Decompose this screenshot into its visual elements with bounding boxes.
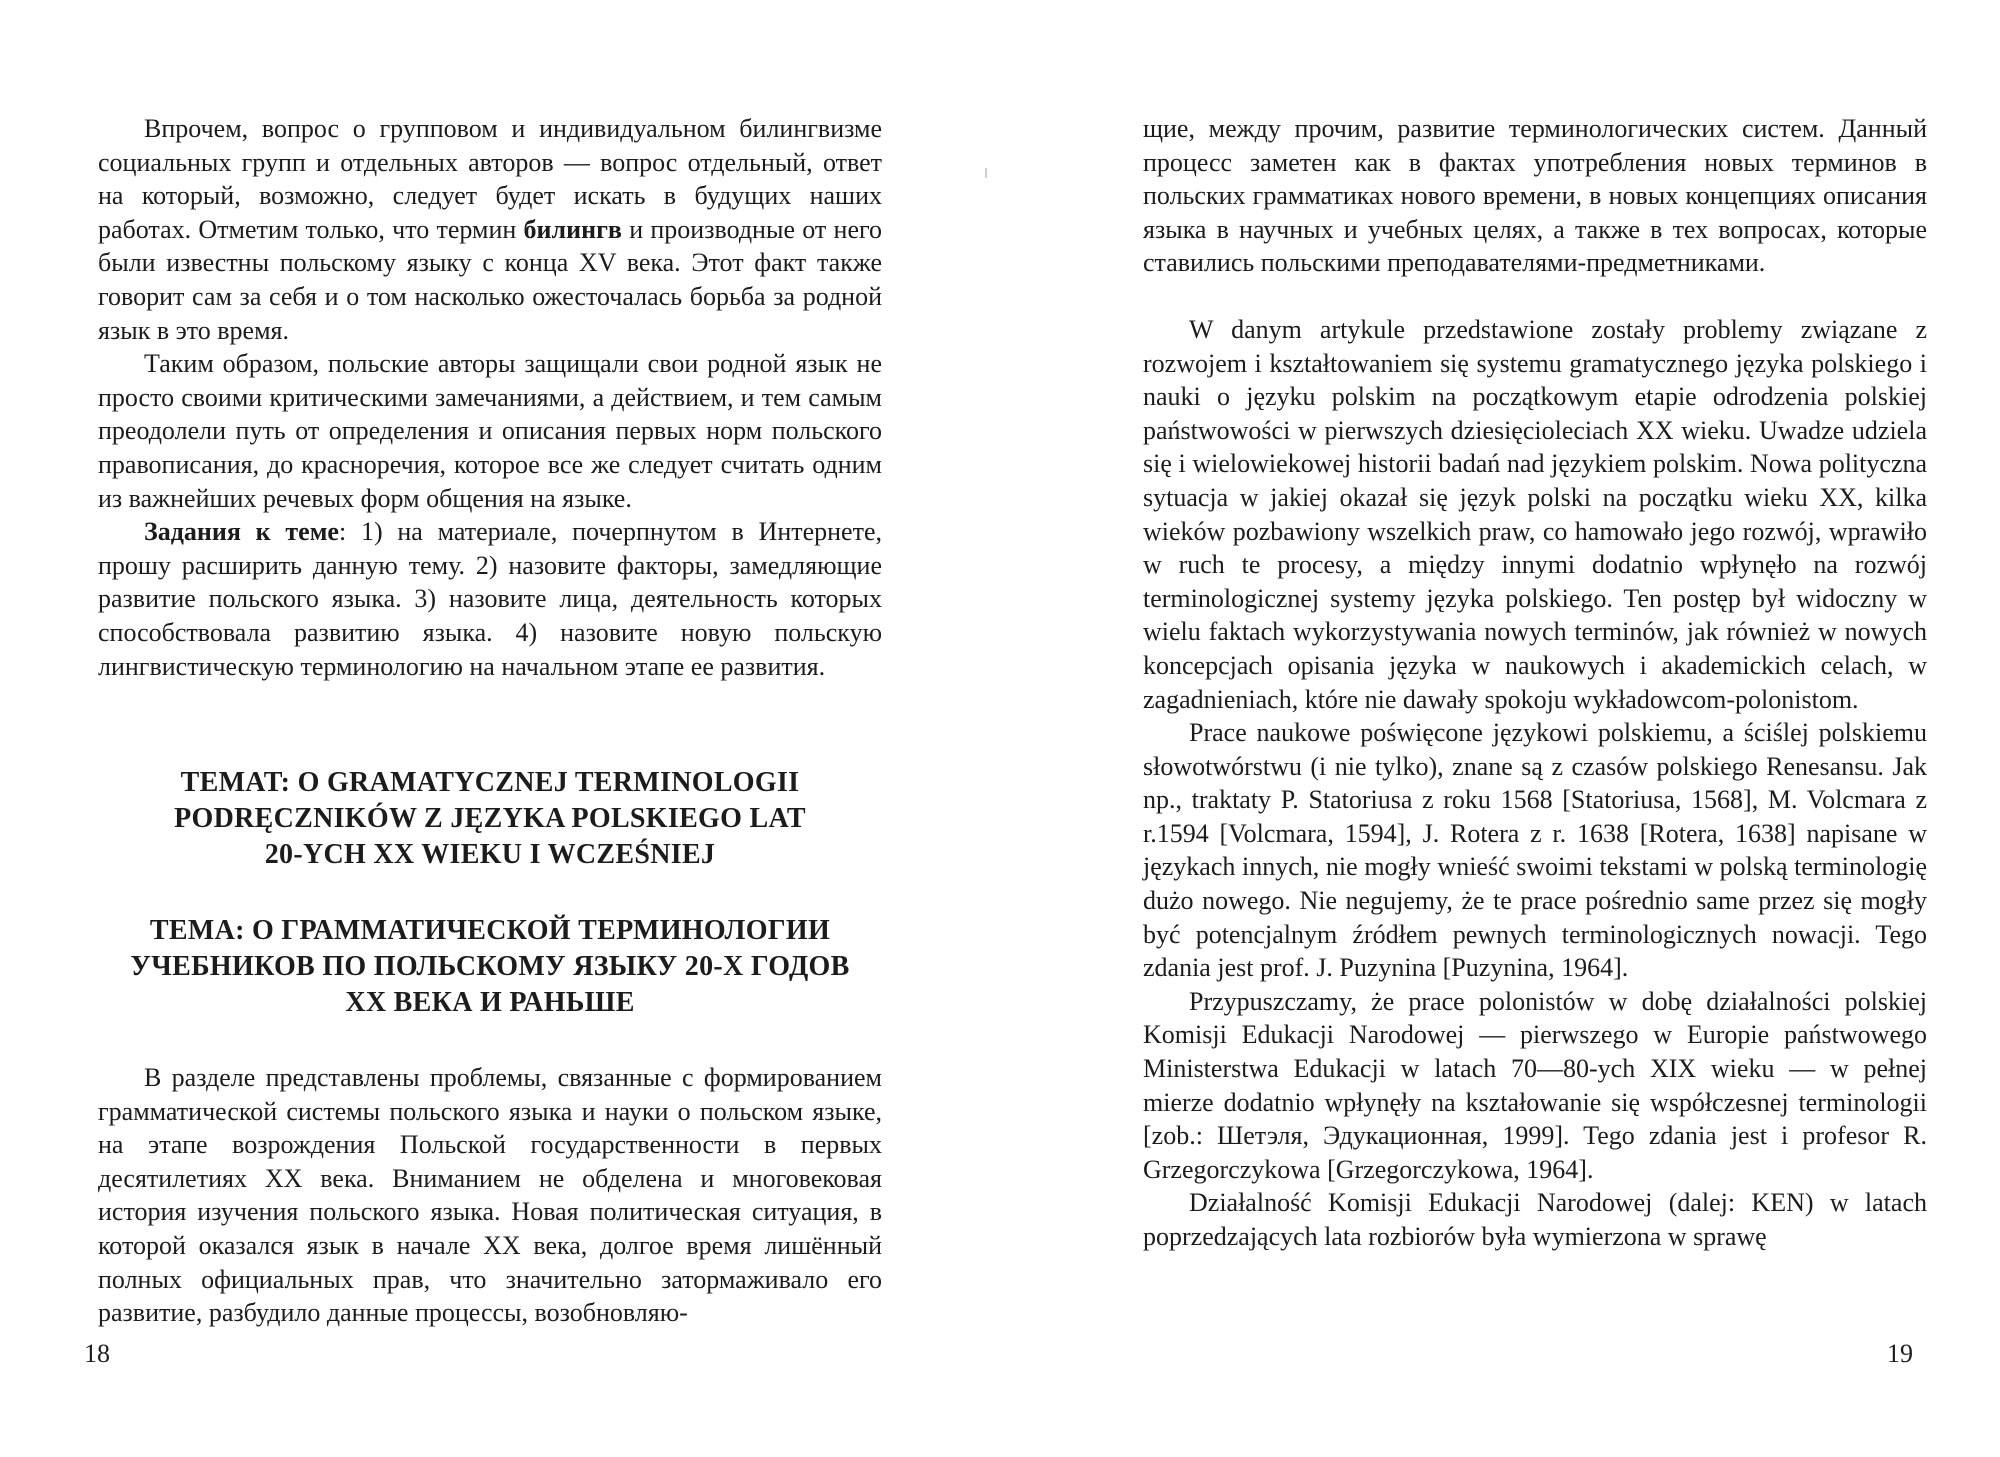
heading-russian: ТЕМА: О ГРАММАТИЧЕСКОЙ ТЕРМИНОЛОГИИ УЧЕБНИКОВ ПО ПОЛЬСКОМУ ЯЗЫКУ 20-Х ГОДОВ XX ВЕКА И РАНЬШЕ: [130, 915, 850, 1019]
left-text-column: [98, 112, 882, 1330]
right-page: [1000, 0, 2000, 1457]
assignment-label: Задания к теме: [144, 517, 339, 547]
right-text-column: [1143, 112, 1927, 1254]
page-number: 19: [1887, 1339, 1913, 1368]
paragraph: Przypuszczamy, że prace polonistów w dobę działalności polskiej Komisji Edukacji Narodowej — pierwszego w Europie państwowego Ministerstwa Edukacji w latach 70—80-ych XIX wieku — w pełnej mierze dodatnio wpłynęły na kształowanie się współczesnej terminologii [zob.: Шетэля, Эдукационная, 1999]. Tego zdania jest i profesor R. Grzegorczykowa [Grzegorczykowa, 1964].: [1143, 986, 1927, 1184]
heading-polish: TEMAT: O GRAMATYCZNEJ TERMINOLOGII PODRĘCZNIKÓW Z JĘZYKA POLSKIEGO LAT 20-YCH XX WIEKU I WCZEŚNIEJ: [174, 767, 806, 871]
paragraph: В разделе представлены проблемы, связанные с формированием грамматической системы польского языка и науки о польском языке, на этапе возрождения Польской государственности в первых десятилетиях XX века. Вниманием не обделена и многовековая история изучения польского языка. Новая политическая ситуация, в которой оказался язык в начале XX века, долгое время лишённый полных официальных прав, что значительно затормаживало его развитие, разбудило данные процессы, возобновляю-: [98, 1063, 882, 1328]
paragraph: Таким образом, польские авторы защищали свои родной язык не просто своими критическими замечаниями, а действием, и тем самым преодолели путь от определения и описания первых норм польского правописания, до красноречия, которое все же следует считать одним из важнейших речевых форм общения на языке.: [98, 349, 882, 513]
paragraph: W danym artykule przedstawione zostały problemy związane z rozwojem i kształtowaniem się systemu gramatycznego języka polskiego i nauki o języku polskim na początkowym etapie odrodzenia polskiej państwowości w pierwszych dziesięcioleciach XX wieku. Uwadze udziela się i wielowiekowej historii badań nad językiem polskim. Nowa polityczna sytuacja w jakiej okazał się język polski na początku wieku XX, kilka wieków pozbawiony wszelkich praw, co hamowało jego rozwój, wprawiło w ruch te procesy, a między innymi dodatnio wpłynęło na rozwój terminologicznej systemy języka polskiego. Ten postęp był widoczny w wielu faktach wykorzystywania nowych terminów, jak również w nowych koncepcjach opisania języka w naukowych i akademickich celach, w zagadnieniach, które nie dawały spokoju wykładowcom-polonistom.: [1143, 314, 1927, 714]
paragraph: Działalność Komisji Edukacji Narodowej (dalej: KEN) w latach poprzedzających lata rozbiorów była wymierzona w sprawę: [1143, 1188, 1927, 1251]
page-edge-mark: [985, 168, 987, 178]
paragraph: щие, между прочим, развитие терминологических систем. Данный процесс заметен как в фактах употребления новых терминов в польских грамматиках нового времени, в новых концепциях описания языка в научных и учебных целях, а также в тех вопросах, которые ставились польскими преподавателями-предметниками.: [1143, 114, 1927, 278]
bold-term: билингв: [523, 214, 622, 244]
assignment-paragraph: Задания к теме: 1) на материале, почерпнутом в Интернете, прошу расширить данную тему. 2) назовите факторы, замедляющие развитие польского языка. 3) назовите лица, деятельность которых способствовала развитию языка. 4) назовите новую польскую лингвистическую терминологию на начальном этапе ее развития.: [98, 517, 882, 681]
paragraph: Впрочем, вопрос о групповом и индивидуальном билингвизме социальных групп и отдельных авторов — вопрос отдельный, ответ на который, возможно, следует будет искать в будущих наших работах. Отметим только, что термин билингв и производные от него были известны польскому языку с конца XV века. Этот факт также говорит сам за себя и о том насколько ожесточалась борьба за родной язык в это время.: [98, 114, 882, 345]
page-number: 18: [84, 1339, 110, 1368]
paragraph: Prace naukowe poświęcone językowi polskiemu, a ściślej polskiemu słowotwórstwu (i nie tylko), znane są z czasów polskiego Renesansu. Jak np., traktaty P. Statoriusa z roku 1568 [Statoriusa, 1568], M. Volcmara z r.1594 [Volcmara, 1594], J. Rotera z r. 1638 [Rotera, 1638] napisane w językach innych, nie mogły wnieść swoimi tekstami w polską terminologię dużo nowego. Nie negujemy, że te prace pośrednio same przez się mogły być potencjalnym źródłem pewnych terminologicznych nowacji. Tego zdania jest prof. J. Puzynina [Puzynina, 1964].: [1143, 718, 1927, 983]
